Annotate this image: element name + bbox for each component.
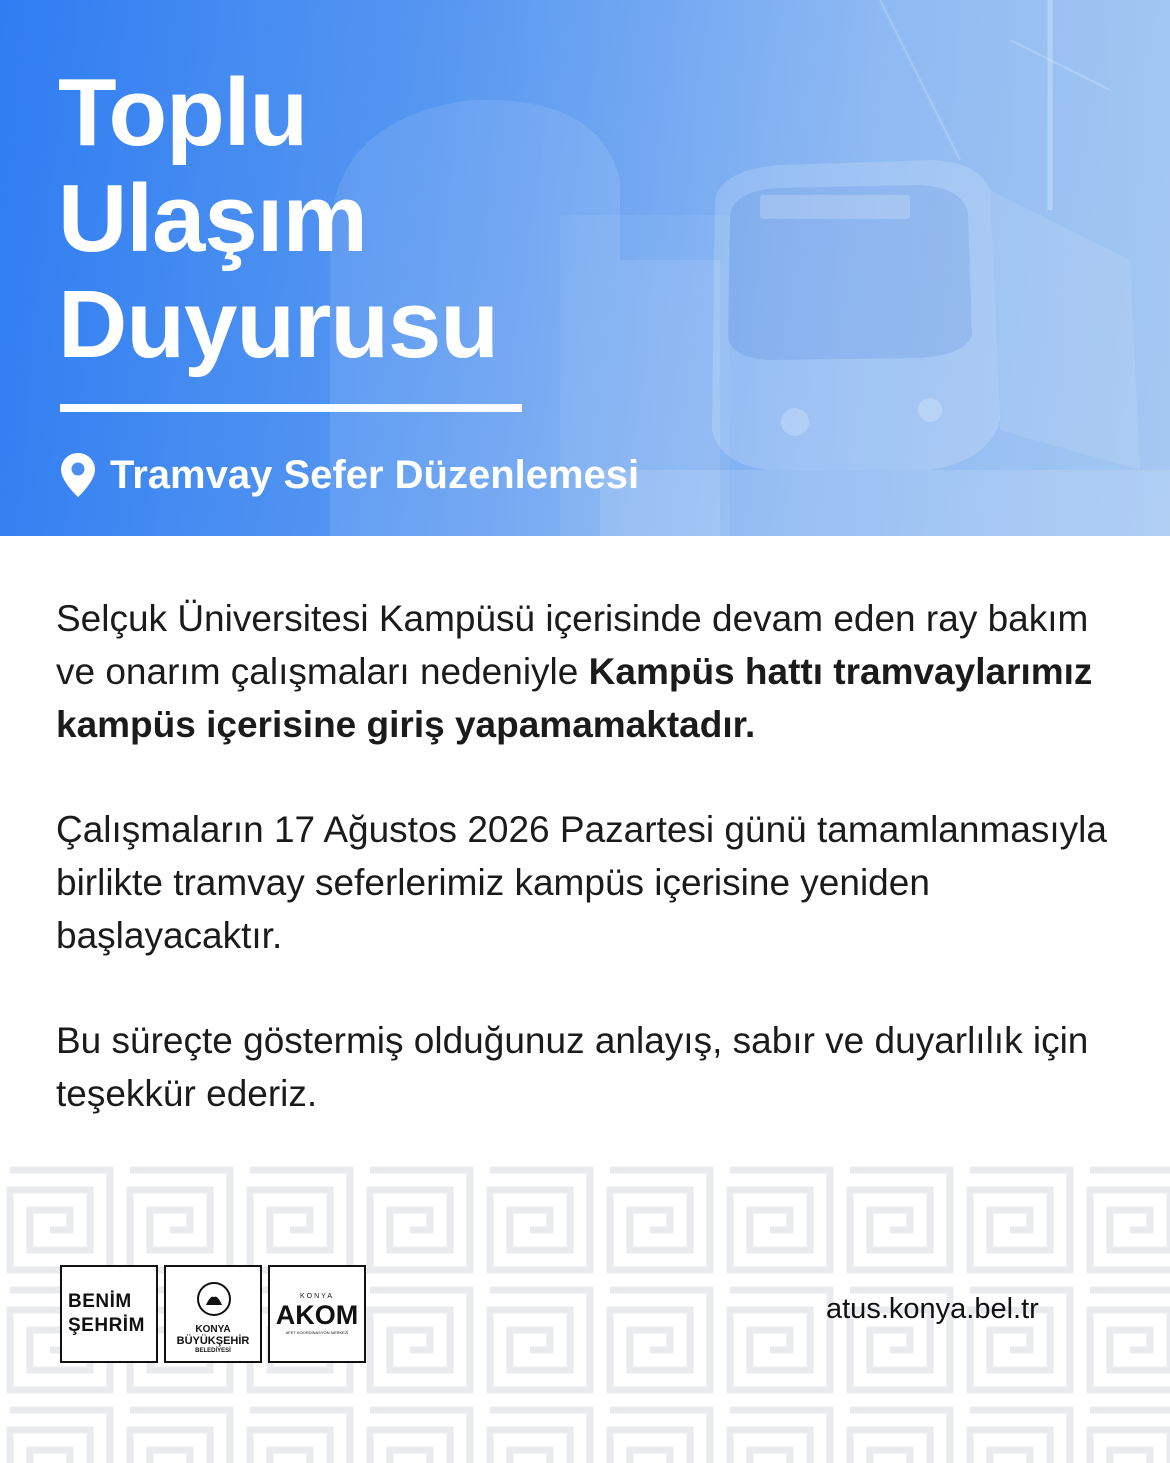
paragraph-2: Çalışmaların 17 Ağustos 2026 Pazartesi günü tamamlanmasıyla birlikte tramvay seferlerimiz kampüs içerisine yeniden başlayacaktır. xyxy=(56,809,1107,956)
title-line: Duyurusu xyxy=(58,271,499,378)
logo-text: BÜYÜKŞEHİR xyxy=(176,1335,250,1347)
partner-logos xyxy=(60,1265,366,1363)
title-line: Ulaşım xyxy=(58,165,367,272)
logo-text: KONYA xyxy=(300,1293,334,1300)
logo-text: AKOM xyxy=(275,1300,359,1330)
logo-text: KONYA xyxy=(195,1324,231,1335)
hero-banner xyxy=(0,0,1170,536)
subtitle-text: Tramvay Sefer Düzenlemesi xyxy=(110,452,640,497)
logo-text: AFET KOORDİNASYON MERKEZİ xyxy=(285,1330,349,1335)
website-link[interactable]: atus.konya.bel.tr xyxy=(826,1293,1039,1325)
announcement-body xyxy=(56,592,1116,1172)
subtitle xyxy=(60,452,639,498)
page-title xyxy=(58,60,498,378)
logo-text: ŞEHRİM xyxy=(68,1315,145,1336)
paragraph-1-text: Selçuk Üniversitesi Kampüsü içerisinde devam eden ray bakım ve onarım çalışmaları nedeniyle xyxy=(56,598,1089,692)
konya-buyuksehir-logo xyxy=(164,1265,262,1363)
konya-seal-icon xyxy=(194,1279,234,1319)
paragraph-3: Bu süreçte göstermiş olduğunuz anlayış, sabır ve duyarlılık için teşekkür ederiz. xyxy=(56,1020,1089,1114)
logo-text: BELEDİYESİ xyxy=(195,1348,231,1354)
akom-logo xyxy=(268,1265,366,1363)
paragraph-1 xyxy=(56,592,1116,751)
location-pin-icon xyxy=(60,452,96,498)
title-line: Toplu xyxy=(58,59,308,166)
benim-sehrim-logo xyxy=(60,1265,158,1363)
paragraph-1-bold: Kampüs hattı tramvaylarımız kampüs içerisine giriş yapamamaktadır. xyxy=(56,651,1093,745)
logo-text: BENİM xyxy=(68,1291,132,1312)
title-underline xyxy=(60,404,522,412)
